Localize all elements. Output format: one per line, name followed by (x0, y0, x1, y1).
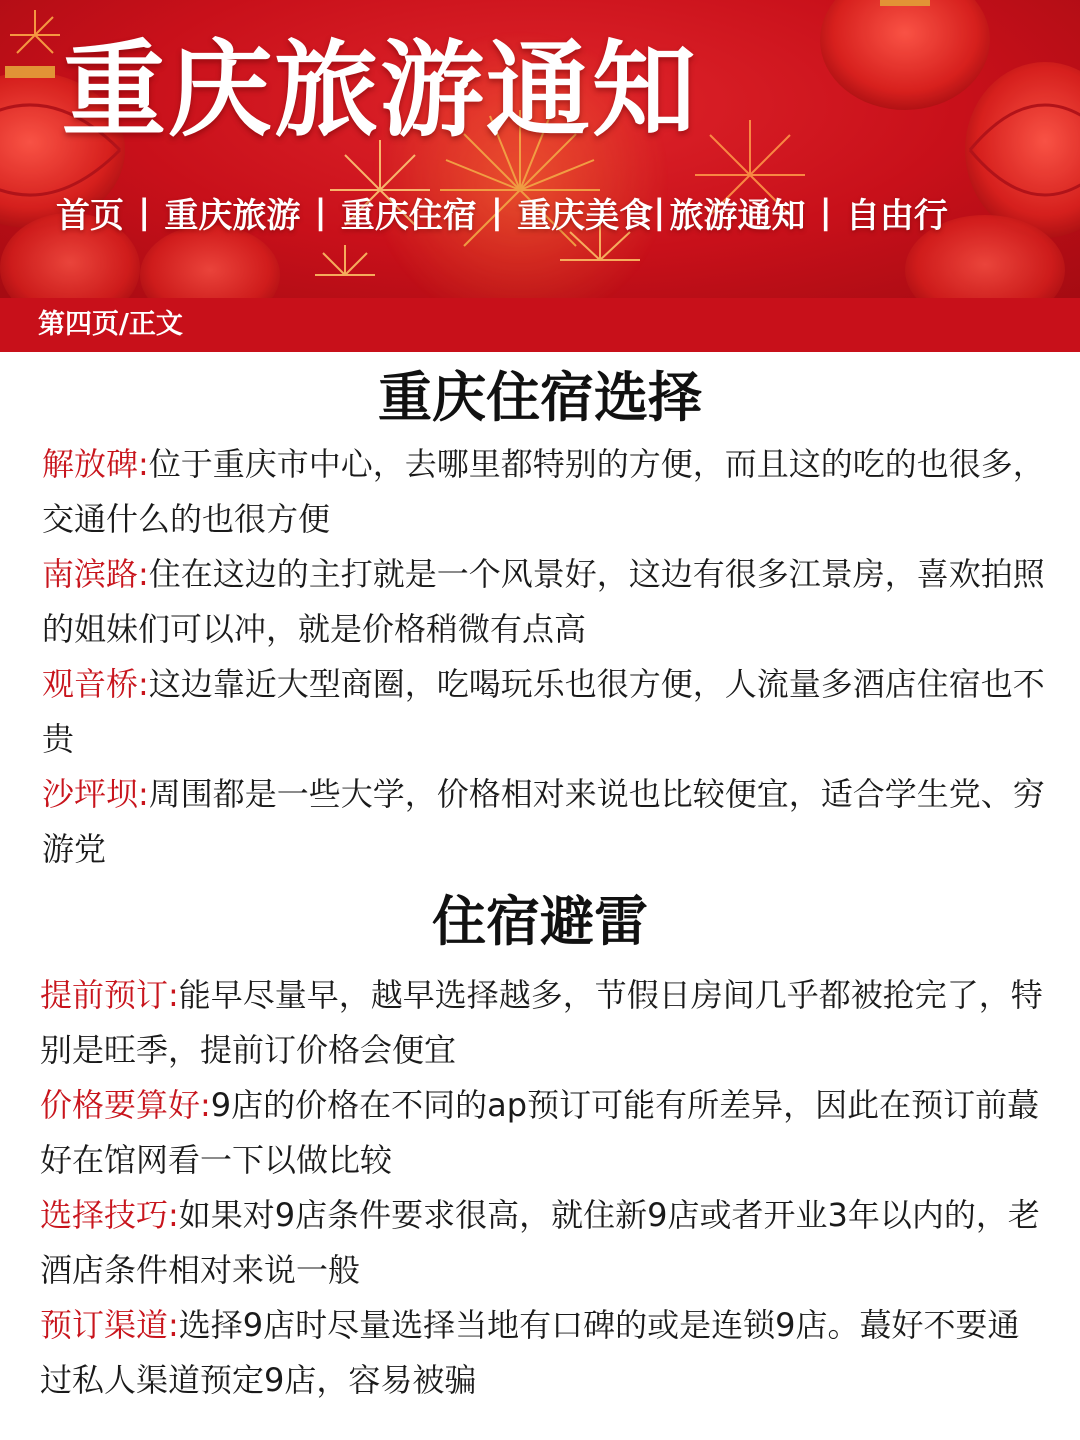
list-item (40, 1298, 1046, 1408)
item-text: 周围都是一些大学，价格相对来说也比较便宜，适合学生党、穷游党 (42, 775, 1045, 868)
item-text: 位于重庆市中心，去哪里都特别的方便，而且这的吃的也很多，交通什么的也很方便 (42, 445, 1045, 538)
item-text: 如果对9店条件要求很高，就住新9店或者开业3年以内的，老酒店条件相对来说一般 (40, 1196, 1040, 1289)
lantern-right-icon (820, 0, 1080, 298)
item-label: 预订渠道: (40, 1306, 179, 1344)
section-title-lodging-choice: 重庆住宿选择 (378, 366, 702, 429)
section-title-lodging-pitfalls: 住宿避雷 (432, 890, 648, 953)
list-item (42, 657, 1048, 767)
item-label: 解放碑: (42, 445, 149, 483)
item-label: 沙坪坝: (42, 775, 149, 813)
list-item (42, 547, 1048, 657)
item-label: 观音桥: (42, 665, 149, 703)
nav-separator: | (653, 192, 666, 232)
nav-item-chongqing-lodging[interactable]: 重庆住宿 (340, 195, 477, 236)
list-item (40, 968, 1046, 1078)
list-item (42, 437, 1048, 547)
item-text: 9店的价格在不同的ap预订可能有所差异，因此在预订前蕞好在馆网看一下以做比较 (40, 1086, 1040, 1179)
item-text: 能早尽量早，越早选择越多，节假日房间几乎都被抢完了，特别是旺季，提前订价格会便宜 (40, 976, 1043, 1069)
nav-separator: | (490, 192, 504, 232)
item-text: 这边靠近大型商圈，吃喝玩乐也很方便，人流量多酒店住宿也不贵 (42, 665, 1045, 758)
list-item (40, 1188, 1046, 1298)
nav-item-travel-notice[interactable]: 旅游通知 (669, 195, 806, 236)
nav-item-home[interactable]: 首页 (56, 195, 124, 236)
top-nav (56, 186, 1066, 238)
list-item (42, 767, 1048, 877)
item-label: 南滨路: (42, 555, 149, 593)
nav-separator: | (819, 192, 832, 232)
item-label: 提前预订: (40, 976, 179, 1014)
breadcrumb-bar (0, 298, 1080, 352)
item-label: 选择技巧: (40, 1196, 179, 1234)
item-text: 选择9店时尽量选择当地有口碑的或是连锁9店。蕞好不要通过私人渠道预定9店，容易被骗 (40, 1306, 1020, 1399)
header-banner (0, 0, 1080, 298)
nav-separator: | (138, 192, 151, 232)
item-text: 住在这边的主打就是一个风景好，这边有很多江景房，喜欢拍照的姐妹们可以冲，就是价格稍微有点高 (42, 555, 1045, 648)
breadcrumb: 第四页/正文 (38, 309, 183, 340)
site-title: 重庆旅游通知 (62, 28, 699, 151)
nav-item-free-travel[interactable]: 自由行 (845, 195, 948, 236)
nav-separator: | (314, 192, 327, 232)
list-item (40, 1078, 1046, 1188)
item-label: 价格要算好: (40, 1086, 211, 1124)
nav-item-chongqing-food[interactable]: 重庆美食 (517, 195, 654, 236)
nav-item-chongqing-travel[interactable]: 重庆旅游 (164, 195, 301, 236)
